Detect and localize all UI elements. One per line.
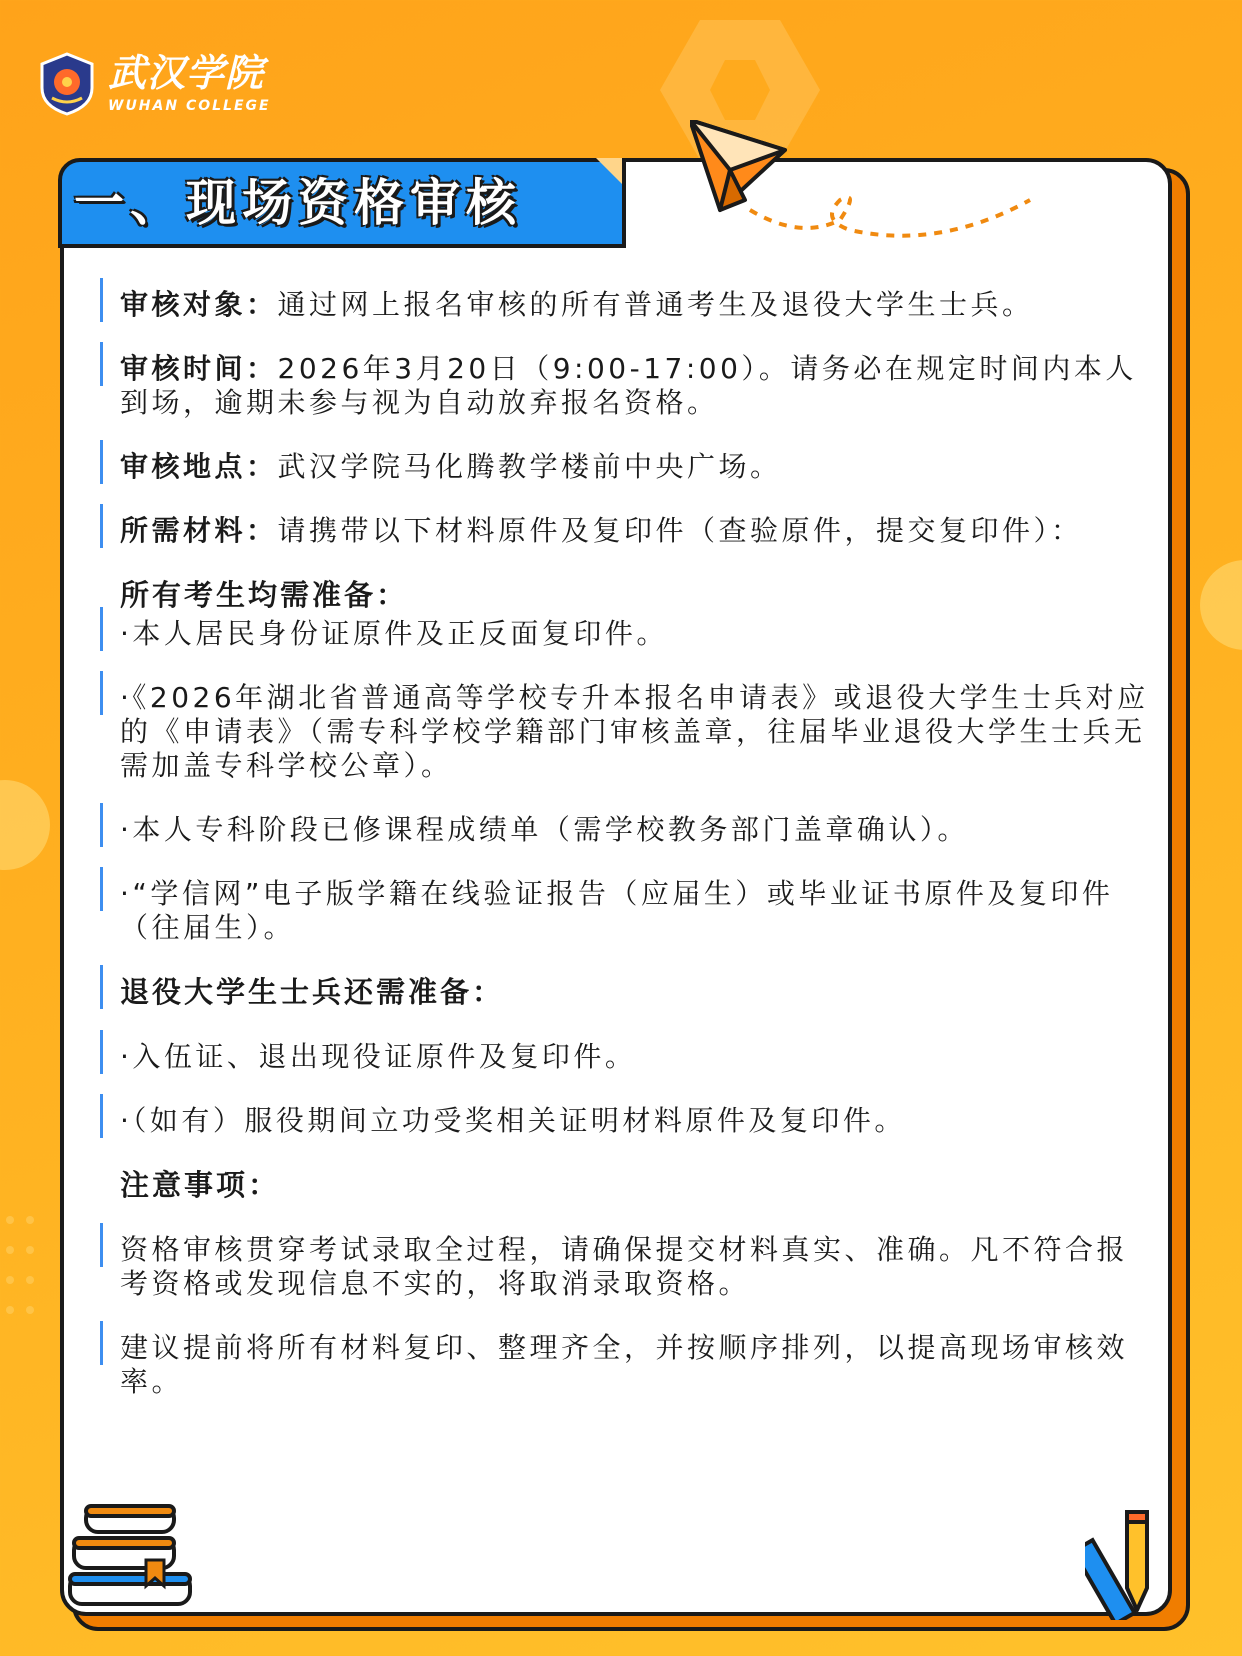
ruler-pencil-icon: [1085, 1510, 1175, 1620]
review-location-text: 武汉学院马化腾教学楼前中央广场。: [277, 450, 782, 483]
review-target-paragraph: [120, 288, 1150, 322]
college-name-en: WUHAN COLLEGE: [108, 98, 271, 114]
paper-plane-icon: [690, 120, 1090, 270]
required-materials-label: 所需材料：: [120, 514, 278, 547]
review-target-label: 审核对象：: [120, 288, 278, 321]
required-materials-text: 请携带以下材料原件及复印件（查验原件，提交复印件）：: [277, 514, 1083, 547]
dots-decoration: [0, 1200, 60, 1400]
content-body: [120, 288, 1150, 1429]
banner-fold: [596, 158, 622, 184]
review-location-paragraph: [120, 450, 1150, 484]
review-time-text: 2026年3月20日（9:00-17:00）。请务必在规定时间内本人到场，逾期未参与视为自动放弃报名资格。: [120, 352, 1137, 419]
list-item: ·《2026年湖北省普通高等学校专升本报名申请表》或退役大学生士兵对应的《申请表》（需专科学校学籍部门审核盖章，往届毕业退役大学生士兵无需加盖专科学校公章）。: [120, 681, 1149, 782]
notes-heading: 注意事项：: [120, 1168, 281, 1202]
all-candidates-heading: 所有考生均需准备：: [120, 578, 409, 612]
list-item: ·入伍证、退出现役证原件及复印件。: [120, 1040, 1150, 1074]
list-item: ·“学信网”电子版学籍在线验证报告（应届生）或毕业证书原件及复印件（往届生）。: [120, 877, 1150, 945]
required-materials-paragraph: [120, 514, 1150, 548]
note-item: 资格审核贯穿考试录取全过程，请确保提交材料真实、准确。凡不符合报考资格或发现信息不实的，将取消录取资格。: [120, 1233, 1150, 1301]
college-logo: [38, 52, 271, 116]
review-location-label: 审核地点：: [120, 450, 278, 483]
veterans-heading: 退役大学生士兵还需准备：: [120, 975, 1150, 1010]
review-target-text: 通过网上报名审核的所有普通考生及退役大学生士兵。: [277, 288, 1034, 321]
circle-decoration: [1200, 560, 1242, 650]
books-icon: [68, 1500, 198, 1610]
college-name-cn: 武汉学院: [108, 51, 265, 95]
note-item: 建议提前将所有材料复印、整理齐全，并按顺序排列，以提高现场审核效率。: [120, 1331, 1150, 1399]
section-title: 一、现场资格审核: [74, 174, 522, 232]
review-time-paragraph: [120, 352, 1150, 420]
college-emblem-icon: [38, 52, 96, 116]
circle-decoration: [0, 780, 50, 870]
list-item: ·（如有）服役期间立功受奖相关证明材料原件及复印件。: [120, 1104, 1150, 1138]
list-item: ·本人居民身份证原件及正反面复印件。: [120, 617, 1150, 651]
review-time-label: 审核时间：: [120, 352, 278, 385]
list-item: ·本人专科阶段已修课程成绩单（需学校教务部门盖章确认）。: [120, 813, 1150, 847]
